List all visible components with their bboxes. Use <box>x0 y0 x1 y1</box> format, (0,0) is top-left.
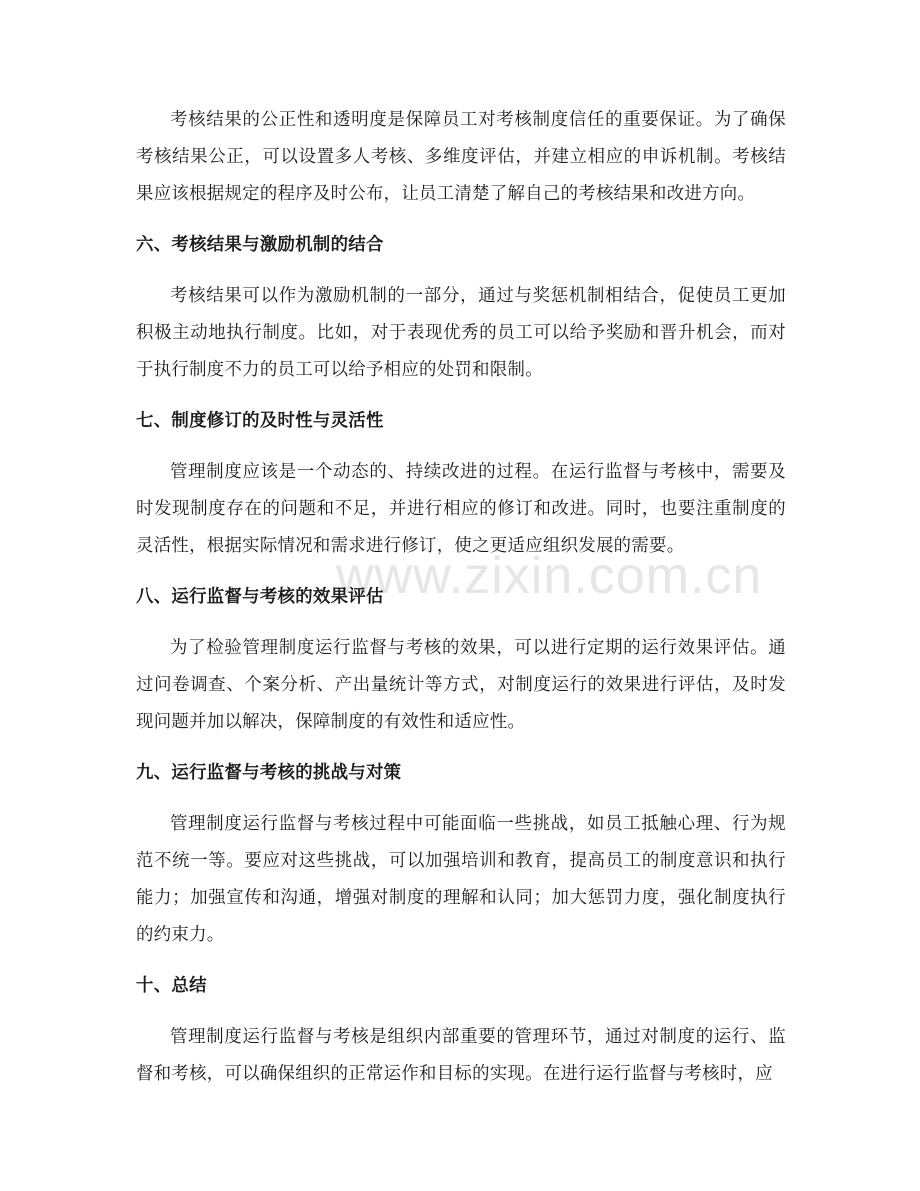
paragraph-section-6: 考核结果可以作为激励机制的一部分，通过与奖惩机制相结合，促使员工更加积极主动地执行制度。比如，对于表现优秀的员工可以给予奖励和晋升机会，而对于执行制度不力的员工可以给予相应的处罚和限制。 <box>136 286 786 380</box>
section-heading-8: 八、运行监督与考核的效果评估 <box>136 587 384 607</box>
section-heading-10: 十、总结 <box>136 976 207 996</box>
paragraph-section-7: 管理制度应该是一个动态的、持续改进的过程。在运行监督与考核中，需要及时发现制度存在的问题和不足，并进行相应的修订和改进。同时，也要注重制度的灵活性，根据实际情况和需求进行修订，使之更适应组织发展的需要。 <box>136 462 786 556</box>
section-heading-9: 九、运行监督与考核的挑战与对策 <box>136 763 402 783</box>
paragraph-assessment-fairness: 考核结果的公正性和透明度是保障员工对考核制度信任的重要保证。为了确保考核结果公正，可以设置多人考核、多维度评估，并建立相应的申诉机制。考核结果应该根据规定的程序及时公布，让员工清楚了解自己的考核结果和改进方向。 <box>136 110 786 204</box>
section-heading-6: 六、考核结果与激励机制的结合 <box>136 235 384 255</box>
watermark: www.zixin.com.cn <box>336 547 763 605</box>
paragraph-section-10: 管理制度运行监督与考核是组织内部重要的管理环节，通过对制度的运行、监督和考核，可以确保组织的正常运作和目标的实现。在进行运行监督与考核时，应 <box>136 1027 786 1084</box>
document-body <box>136 102 786 1093</box>
paragraph-section-8: 为了检验管理制度运行监督与考核的效果，可以进行定期的运行效果评估。通过问卷调查、个案分析、产出量统计等方式，对制度运行的效果进行评估，及时发现问题并加以解决，保障制度的有效性和适应性。 <box>136 638 786 732</box>
section-heading-7: 七、制度修订的及时性与灵活性 <box>136 411 384 431</box>
paragraph-section-9: 管理制度运行监督与考核过程中可能面临一些挑战，如员工抵触心理、行为规范不统一等。要应对这些挑战，可以加强培训和教育，提高员工的制度意识和执行能力；加强宣传和沟通，增强对制度的理解和认同；加大惩罚力度，强化制度执行的约束力。 <box>136 814 786 945</box>
